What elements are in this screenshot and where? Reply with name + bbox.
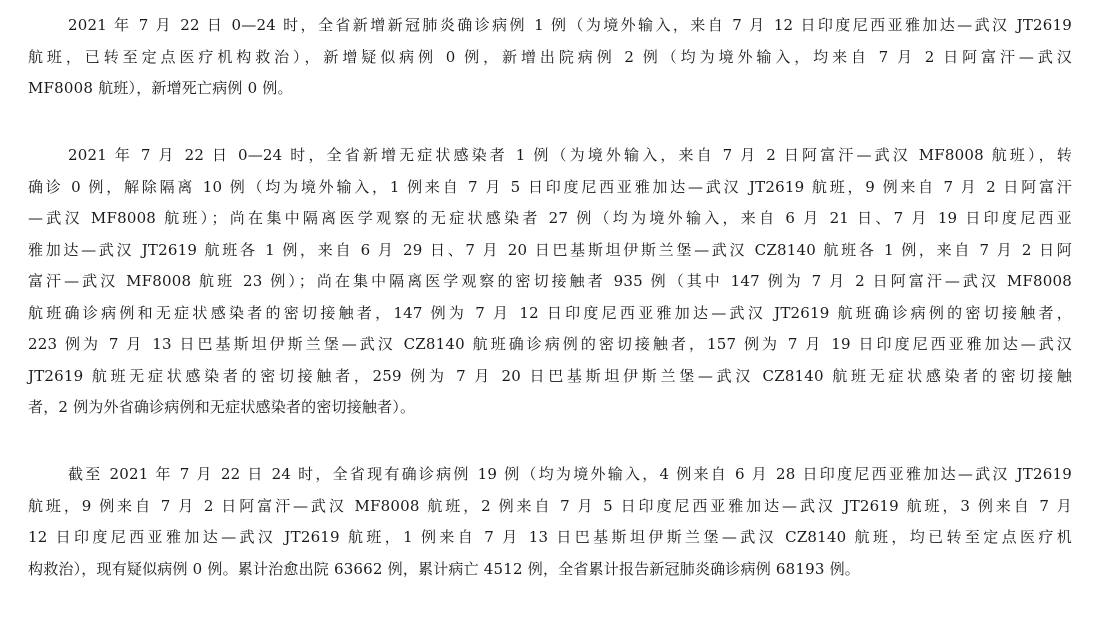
paragraph-line: 者，2 例为外省确诊病例和无症状感染者的密切接触者）。 xyxy=(28,398,416,416)
paragraph-line: 富汗—武汉 MF8008 航班 23 例）；尚在集中隔离医学观察的密切接触者 935 例（其中 147 例为 7 月 2 日阿富汗—武汉 MF8008 xyxy=(28,272,1072,290)
paragraph-line: MF8008 航班），新增死亡病例 0 例。 xyxy=(28,79,293,97)
paragraph-line: 223 例为 7 月 13 日巴基斯坦伊斯兰堡—武汉 CZ8140 航班确诊病例的密切接触者，157 例为 7 月 19 日印度尼西亚雅加达—武汉 xyxy=(28,335,1072,353)
paragraph-line: 12 日印度尼西亚雅加达—武汉 JT2619 航班，1 例来自 7 月 13 日巴基斯坦伊斯兰堡—武汉 CZ8140 航班，均已转至定点医疗机 xyxy=(28,528,1072,546)
paragraph-cumulative-summary xyxy=(28,459,1072,585)
paragraph-line: 截至 2021 年 7 月 22 日 24 时，全省现有确诊病例 19 例（均为境外输入，4 例来自 6 月 28 日印度尼西亚雅加达—武汉 JT2619 xyxy=(68,465,1072,483)
paragraph-line: 航班确诊病例和无症状感染者的密切接触者，147 例为 7 月 12 日印度尼西亚雅加达—武汉 JT2619 航班确诊病例的密切接触者， xyxy=(28,303,1072,322)
paragraph-line: 构救治），现有疑似病例 0 例。累计治愈出院 63662 例，累计病亡 4512 例，全省累计报告新冠肺炎确诊病例 68193 例。 xyxy=(28,559,861,578)
paragraph-line: 确诊 0 例，解除隔离 10 例（均为境外输入，1 例来自 7 月 5 日印度尼西亚雅加达—武汉 JT2619 航班，9 例来自 7 月 2 日阿富汗 xyxy=(28,177,1072,196)
paragraph-line: JT2619 航班无症状感染者的密切接触者，259 例为 7 月 20 日巴基斯坦伊斯兰堡—武汉 CZ8140 航班无症状感染者的密切接触 xyxy=(28,366,1072,385)
paragraph-line: 2021 年 7 月 22 日 0—24 时，全省新增无症状感染者 1 例（为境外输入，来自 7 月 2 日阿富汗—武汉 MF8008 航班），转 xyxy=(68,146,1072,164)
paragraph-line: 航班，已转至定点医疗机构救治），新增疑似病例 0 例，新增出院病例 2 例（均为境外输入，均来自 7 月 2 日阿富汗—武汉 xyxy=(28,47,1072,66)
paragraph-line: —武汉 MF8008 航班）；尚在集中隔离医学观察的无症状感染者 27 例（均为境外输入，来自 6 月 21 日、7 月 19 日印度尼西亚 xyxy=(28,209,1072,227)
paragraph-line: 航班，9 例来自 7 月 2 日阿富汗—武汉 MF8008 航班，2 例来自 7 月 5 日印度尼西亚雅加达—武汉 JT2619 航班，3 例来自 7 月 xyxy=(28,496,1072,515)
paragraph-new-confirmed-cases xyxy=(28,10,1072,105)
paragraph-line: 雅加达—武汉 JT2619 航班各 1 例，来自 6 月 29 日、7 月 20 日巴基斯坦伊斯兰堡—武汉 CZ8140 航班各 1 例，来自 7 月 2 日阿 xyxy=(28,240,1072,259)
paragraph-asymptomatic-infections xyxy=(28,140,1072,424)
paragraph-line: 2021 年 7 月 22 日 0—24 时，全省新增新冠肺炎确诊病例 1 例（为境外输入，来自 7 月 12 日印度尼西亚雅加达—武汉 JT2619 xyxy=(68,16,1072,34)
